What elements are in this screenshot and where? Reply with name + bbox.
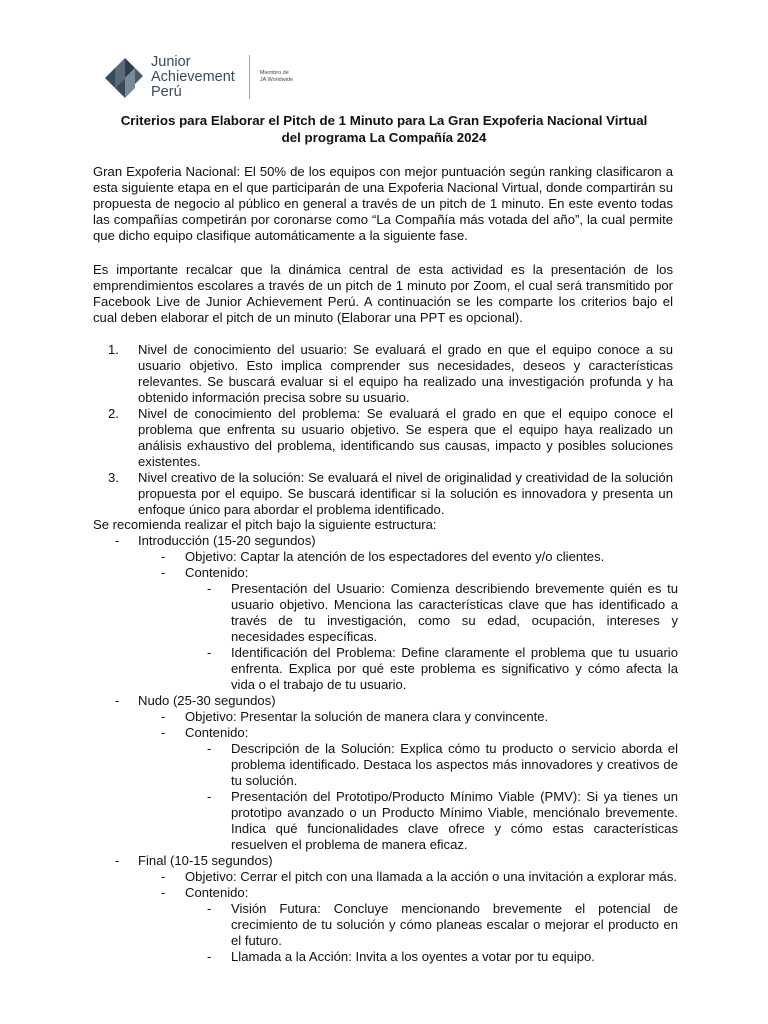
content-text: Visión Futura: Concluye mencionando brevemente el potencial de crecimiento de tu solución y cómo planeas escalar o mejorar el producto en el futuro. xyxy=(231,901,678,948)
bullet-dash: - xyxy=(161,709,166,724)
content-text: Llamada a la Acción: Invita a los oyentes a votar por tu equipo. xyxy=(231,949,595,964)
brand-line-3: Perú xyxy=(151,83,182,100)
paragraph-dinamica: Es importante recalcar que la dinámica central de esta actividad es la presentación de los emprendimientos escolares a través de un pitch de 1 minuto por Zoom, el cual será transmitido por Facebook Live de Junior Achievement Perú. A continuación se les comparte los criterios bajo el cual deben elaborar el pitch de un minuto (Elaborar una PPT es opcional). xyxy=(93,262,673,325)
bullet-dash: - xyxy=(115,693,120,708)
bullet-dash: - xyxy=(207,789,212,804)
section-nudo xyxy=(93,693,678,709)
content-text: Presentación del Usuario: Comienza describiendo brevemente quién es tu usuario objetivo. Menciona las características clave que has identificado a través de tu investigación, como su edad, ocupación, intereses y necesidades específicas. xyxy=(231,581,678,644)
bullet-dash: - xyxy=(161,885,166,900)
criteria-list xyxy=(108,342,673,518)
member-line-1: Miembro de xyxy=(259,70,289,76)
criteria-number: 3. xyxy=(108,470,119,485)
bullet-dash: - xyxy=(115,853,120,868)
pitch-structure-outline xyxy=(93,533,678,965)
content-label-item xyxy=(93,565,678,581)
content-item xyxy=(93,789,678,853)
content-text: Identificación del Problema: Define claramente el problema que tu usuario enfrenta. Explica por qué este problema es significativo y cómo afecta la vida o el trabajo de tu usuario. xyxy=(231,645,678,692)
criteria-number: 2. xyxy=(108,406,119,421)
paragraph-expoferia: Gran Expoferia Nacional: El 50% de los equipos con mejor puntuación según ranking clasificaron a esta siguiente etapa en el que participarán de una Expoferia Nacional Virtual, donde compartirán su propuesta de negocio al público en general a través de un pitch de 1 minuto. En este evento todas las compañías competirán por coronarse como “La Compañía más votada del año”, la cual permite que dicho equipo clasifique automáticamente a la siguiente fase. xyxy=(93,164,673,243)
brand-line-1: Junior xyxy=(151,53,191,70)
header-divider xyxy=(249,55,250,99)
content-item xyxy=(93,581,678,645)
content-label: Contenido: xyxy=(185,885,249,900)
criteria-text: Nivel creativo de la solución: Se evaluará el nivel de originalidad y creatividad de la solución propuesta por el equipo. Se buscará identificar si la solución es innovadora y presenta un enfoque único para abordar el problema identificado. xyxy=(138,470,673,517)
member-note xyxy=(260,70,293,84)
structure-intro-text: Se recomienda realizar el pitch bajo la siguiente estructura: xyxy=(93,517,437,532)
bullet-dash: - xyxy=(207,581,212,596)
bullet-dash: - xyxy=(207,645,212,660)
objective-text: Objetivo: Cerrar el pitch con una llamada a la acción o una invitación a explorar más. xyxy=(185,869,678,884)
bullet-dash: - xyxy=(161,869,166,884)
header xyxy=(103,52,293,102)
criteria-item-2 xyxy=(108,406,673,470)
bullet-dash: - xyxy=(207,741,212,756)
bullet-dash: - xyxy=(161,549,166,564)
criteria-item-1 xyxy=(108,342,673,406)
section-introduccion xyxy=(93,533,678,549)
criteria-text: Nivel de conocimiento del usuario: Se evaluará el grado en que el equipo conoce a su usuario objetivo. Esto implica comprender sus necesidades, deseos y características relevantes. Se buscará evaluar si el equipo ha realizado una investigación profunda y ha obtenido información precisa sobre su usuario. xyxy=(138,342,673,405)
title-line-1: Criterios para Elaborar el Pitch de 1 Minuto para La Gran Expoferia Nacional Virtual xyxy=(120,113,648,128)
section-label: Introducción (15-20 segundos) xyxy=(138,533,316,548)
criteria-text: Nivel de conocimiento del problema: Se evaluará el grado en que el equipo conoce el problema que enfrenta su usuario objetivo. Se espera que el equipo haya realizado un análisis exhaustivo del problema, identificando sus causas, impacto y posibles soluciones existentes. xyxy=(138,406,673,469)
section-label: Nudo (25-30 segundos) xyxy=(138,693,276,708)
criteria-item-3 xyxy=(108,470,673,518)
document-title xyxy=(96,112,672,146)
objective-item xyxy=(93,869,678,885)
content-item xyxy=(93,645,678,693)
content-label-item xyxy=(93,725,678,741)
content-item xyxy=(93,949,678,965)
objective-text: Objetivo: Captar la atención de los espectadores del evento y/o clientes. xyxy=(185,549,605,564)
content-label: Contenido: xyxy=(185,565,249,580)
content-label-item xyxy=(93,885,678,901)
content-item xyxy=(93,901,678,949)
section-final xyxy=(93,853,678,869)
content-item xyxy=(93,741,678,789)
bullet-dash: - xyxy=(161,565,166,580)
objective-text: Objetivo: Presentar la solución de manera clara y convincente. xyxy=(185,709,549,724)
bullet-dash: - xyxy=(161,725,166,740)
brand-name xyxy=(151,55,235,100)
member-line-2: JA Worldwide xyxy=(259,77,294,83)
bullet-dash: - xyxy=(207,901,212,916)
section-label: Final (10-15 segundos) xyxy=(138,853,273,868)
bullet-dash: - xyxy=(115,533,120,548)
content-text: Presentación del Prototipo/Producto Mínimo Viable (PMV): Si ya tienes un prototipo avanzado o un Producto Mínimo Viable, menciónalo brevemente. Indica qué funcionalidades clave ofrece y cómo estas características resuelven el problema de manera eficaz. xyxy=(231,789,678,852)
junior-achievement-logo-icon xyxy=(103,54,145,100)
criteria-number: 1. xyxy=(108,342,119,357)
bullet-dash: - xyxy=(207,949,212,964)
objective-item xyxy=(93,709,678,725)
brand-line-2: Achievement xyxy=(151,68,235,85)
objective-item xyxy=(93,549,678,565)
title-line-2: del programa La Compañía 2024 xyxy=(281,130,487,145)
content-label: Contenido: xyxy=(185,725,249,740)
content-text: Descripción de la Solución: Explica cómo tu producto o servicio aborda el problema identificado. Destaca los aspectos más innovadores y creativos de tu solución. xyxy=(231,741,678,788)
